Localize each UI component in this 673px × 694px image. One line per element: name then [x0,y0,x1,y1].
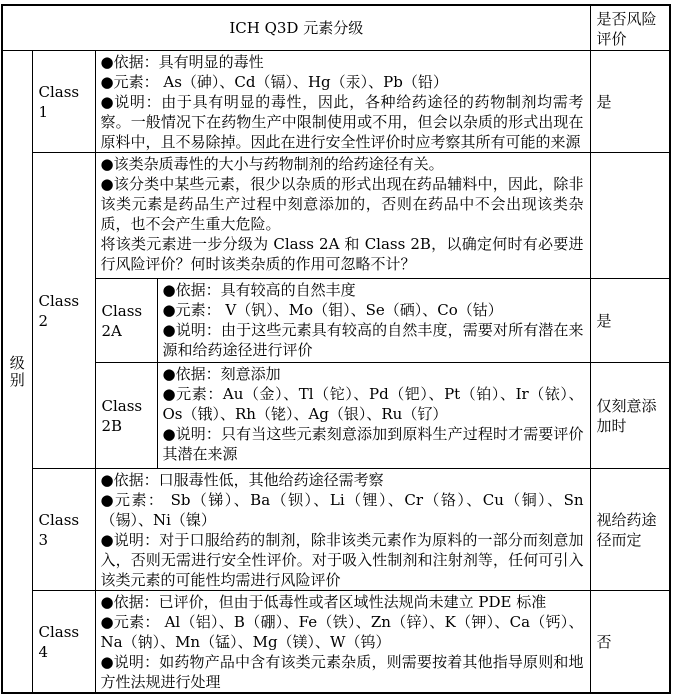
class2b-basis: ●依据：刻意添加 [162,365,281,383]
ich-q3d-classification-table [1,4,671,694]
header-row [2,5,670,51]
class4-row [2,591,670,694]
class2a-risk-value: 是 [590,279,670,363]
class2a-elements: ●元素： V（钒）、Mo（钼）、Se（硒）、Co（钴） [162,301,503,319]
level-column-cell [2,51,32,694]
class2b-label: Class 2B [95,363,157,469]
class3-label: Class 3 [32,469,95,591]
class2-risk-value [590,153,670,279]
class1-row [2,51,670,153]
class1-risk-value: 是 [590,51,670,153]
class2a-content-cell [157,279,590,363]
class4-elements: ●元素： Al（铝）、B（硼）、Fe（铁）、Zn（锌）、K（钾）、Ca（钙）、Na（钠）、Mn（锰）、Mg（镁）、W（钨） [100,613,584,651]
class3-row [2,469,670,591]
class2a-row [2,279,670,363]
table-title: ICH Q3D 元素分级 [2,5,590,51]
class2-intro-cell [95,153,590,279]
class1-basis: ●依据：具有明显的毒性 [100,53,264,71]
class3-content-cell [95,469,590,591]
class1-note: ●说明：由于具有明显的毒性，因此，各种给药途径的药物制剂均需考察。一般情况下在药物生产中限制使用或不用，但会以杂质的形式出现在原料中，且不易除掉。因此在进行安全性评价时应考察其所有可能的来源 [100,93,584,151]
class2a-note: ●说明：由于这些元素具有较高的自然丰度，需要对所有潜在来源和给药途径进行评价 [162,321,584,359]
class3-basis: ●依据：口服毒性低，其他给药途径需考察 [100,471,384,489]
class2-intro-2: ●该分类中某些元素，很少以杂质的形式出现在药品辅料中，因此，除非该类元素是药品生产过程中刻意添加的，否则在药品中不会出现该类杂质，也不会产生重大危险。 [100,175,584,233]
class1-elements: ●元素： As（砷）、Cd（镉）、Hg（汞）、Pb（铅） [100,73,448,91]
class2b-content-cell [157,363,590,469]
class2-intro-1: ●该类杂质毒性的大小与药物制剂的给药途径有关。 [100,155,444,173]
class3-risk-value: 视给药途径而定 [590,469,670,591]
class3-note: ●说明：对于口服给药的制剂，除非该类元素作为原料的一部分而刻意加入，否则无需进行安全性评价。对于吸入性制剂和注射剂等，任何可引入该类元素的可能性均需进行风险评价 [100,531,584,589]
class1-label: Class 1 [32,51,95,153]
class2b-note: ●说明：只有当这些元素刻意添加到原料生产过程时才需要评价其潜在来源 [162,425,584,463]
class4-label: Class 4 [32,591,95,694]
level-label: 级别 [9,353,25,389]
class2-label: Class 2 [32,153,95,469]
class2b-elements: ●元素：Au（金）、Tl（铊）、Pd（钯）、Pt（铂）、Ir（铱）、Os（锇）、Rh（铑）、Ag（银）、Ru（钌） [162,385,584,423]
class2b-risk-value: 仅刻意添加时 [590,363,670,469]
class4-risk-value: 否 [590,591,670,694]
class4-basis: ●依据：已评价，但由于低毒性或者区域性法规尚未建立 PDE 标准 [100,593,547,611]
class2a-label: Class 2A [95,279,157,363]
class4-note: ●说明：如药物产品中含有该类元素杂质，则需要按着其他指导原则和地方性法规进行处理 [100,653,584,691]
class2a-basis: ●依据：具有较高的自然丰度 [162,281,356,299]
class2-intro-3: 将该类元素进一步分级为 Class 2A 和 Class 2B，以确定何时有必要进行风险评价？何时该类杂质的作用可忽略不计？ [100,235,584,273]
class3-elements: ●元素： Sb（锑）、Ba（钡）、Li（锂）、Cr（铬）、Cu（铜）、Sn（锡）、Ni（镍） [100,491,584,529]
class2b-row [2,363,670,469]
risk-column-header: 是否风险评价 [590,5,670,51]
class2-intro-row [2,153,670,279]
class4-content-cell [95,591,590,694]
class1-content-cell [95,51,590,153]
